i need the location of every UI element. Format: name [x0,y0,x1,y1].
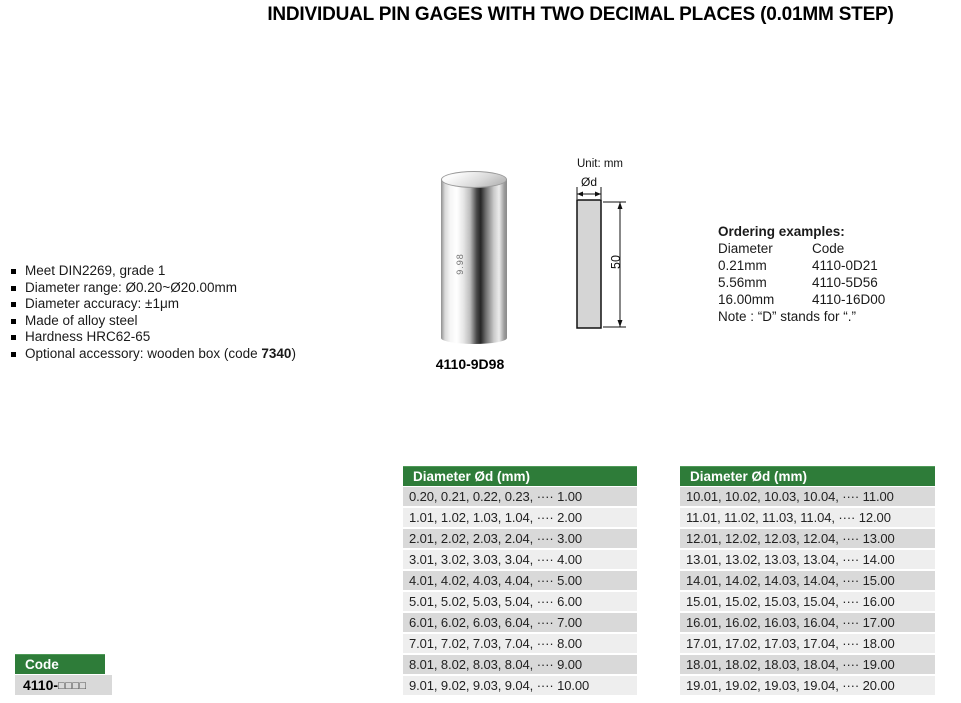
ordering-col-diameter: Diameter [718,241,773,256]
table-row: 19.01, 19.02, 19.03, 19.04, ···· 20.00 [680,676,935,695]
feature-item [10,280,380,297]
code-placeholder-squares: □□□□ [58,680,87,692]
ordering-examples [718,223,938,325]
order-code-box [15,654,112,695]
table-row: 6.01, 6.02, 6.03, 6.04, ···· 7.00 [403,613,637,632]
ordering-row: 0.21mm 4110-0D21 [718,258,878,273]
feature-text: Optional accessory: wooden box (code 7340) [25,345,296,361]
table-row: 11.01, 11.02, 11.03, 11.04, ···· 12.00 [680,508,935,527]
table-row: 10.01, 10.02, 10.03, 10.04, ···· 11.00 [680,487,935,506]
table-header: Diameter Ød (mm) [680,466,935,486]
diameter-table-right [680,466,935,697]
pin-body [441,179,507,344]
unit-label: Unit: mm [577,158,623,170]
feature-text: Diameter range: Ø0.20~Ø20.00mm [25,279,237,295]
feature-text: Diameter accuracy: ±1μm [25,296,179,311]
page-title: INDIVIDUAL PIN GAGES WITH TWO DECIMAL PLACES (0.01MM STEP) [267,4,894,25]
bullet-icon [11,352,16,357]
code-prefix: 4110- [23,677,59,693]
table-row: 16.01, 16.02, 16.03, 16.04, ···· 17.00 [680,613,935,632]
table-row: 13.01, 13.02, 13.03, 13.04, ···· 14.00 [680,550,935,569]
table-row: 18.01, 18.02, 18.03, 18.04, ···· 19.00 [680,655,935,674]
table-row: 12.01, 12.02, 12.03, 12.04, ···· 13.00 [680,529,935,548]
ordering-row: 16.00mm 4110-16D00 [718,292,886,307]
table-row: 8.01, 8.02, 8.03, 8.04, ···· 9.00 [403,655,637,674]
table-row: 17.01, 17.02, 17.03, 17.04, ···· 18.00 [680,634,935,653]
ordering-col-code: Code [812,241,845,256]
diameter-table-left [403,466,637,697]
feature-item [10,263,380,280]
feature-text: Meet DIN2269, grade 1 [25,263,166,278]
bullet-icon [11,269,16,274]
pin-gage-photo [441,171,507,345]
table-header: Diameter Ød (mm) [403,466,637,486]
table-row: 1.01, 1.02, 1.03, 1.04, ···· 2.00 [403,508,637,527]
table-row: 14.01, 14.02, 14.03, 14.04, ···· 15.00 [680,571,935,590]
feature-item [10,329,380,346]
code-box-header: Code [15,654,105,674]
feature-text: Made of alloy steel [25,312,138,328]
ordering-heading: Ordering examples: [718,224,845,239]
table-row: 15.01, 15.02, 15.03, 15.04, ···· 16.00 [680,592,935,611]
table-rows [680,487,935,695]
table-row: 4.01, 4.02, 4.03, 4.04, ···· 5.00 [403,571,637,590]
pin-top-face [441,171,507,188]
pin-model-code: 4110-9D98 [435,356,505,372]
table-row: 2.01, 2.02, 2.03, 2.04, ···· 3.00 [403,529,637,548]
table-row: 5.01, 5.02, 5.03, 5.04, ···· 6.00 [403,592,637,611]
feature-item [10,313,380,330]
ordering-row: 5.56mm 4110-5D56 [718,275,878,290]
bullet-icon [11,302,16,307]
dimension-drawing [565,158,645,348]
bullet-icon [11,286,16,291]
feature-text: Hardness HRC62-65 [25,329,151,344]
table-row: 7.01, 7.02, 7.03, 7.04, ···· 8.00 [403,634,637,653]
pin-engraving: 9.98 [454,253,465,275]
length-dimension-label: 50 [608,255,623,269]
table-row: 0.20, 0.21, 0.22, 0.23, ···· 1.00 [403,487,637,506]
feature-item [10,346,380,363]
code-box-value [15,675,112,695]
diameter-dimension-label: Ød [580,175,597,189]
table-rows [403,487,637,695]
ordering-note: Note : “D” stands for “.” [718,309,857,324]
table-row: 9.01, 9.02, 9.03, 9.04, ···· 10.00 [403,676,637,695]
bullet-icon [11,335,16,340]
table-row: 3.01, 3.02, 3.03, 3.04, ···· 4.00 [403,550,637,569]
bullet-icon [11,319,16,324]
feature-item [10,296,380,313]
accessory-code: 7340 [261,345,292,361]
feature-list [10,263,380,362]
ordering-column-headers [718,240,938,257]
